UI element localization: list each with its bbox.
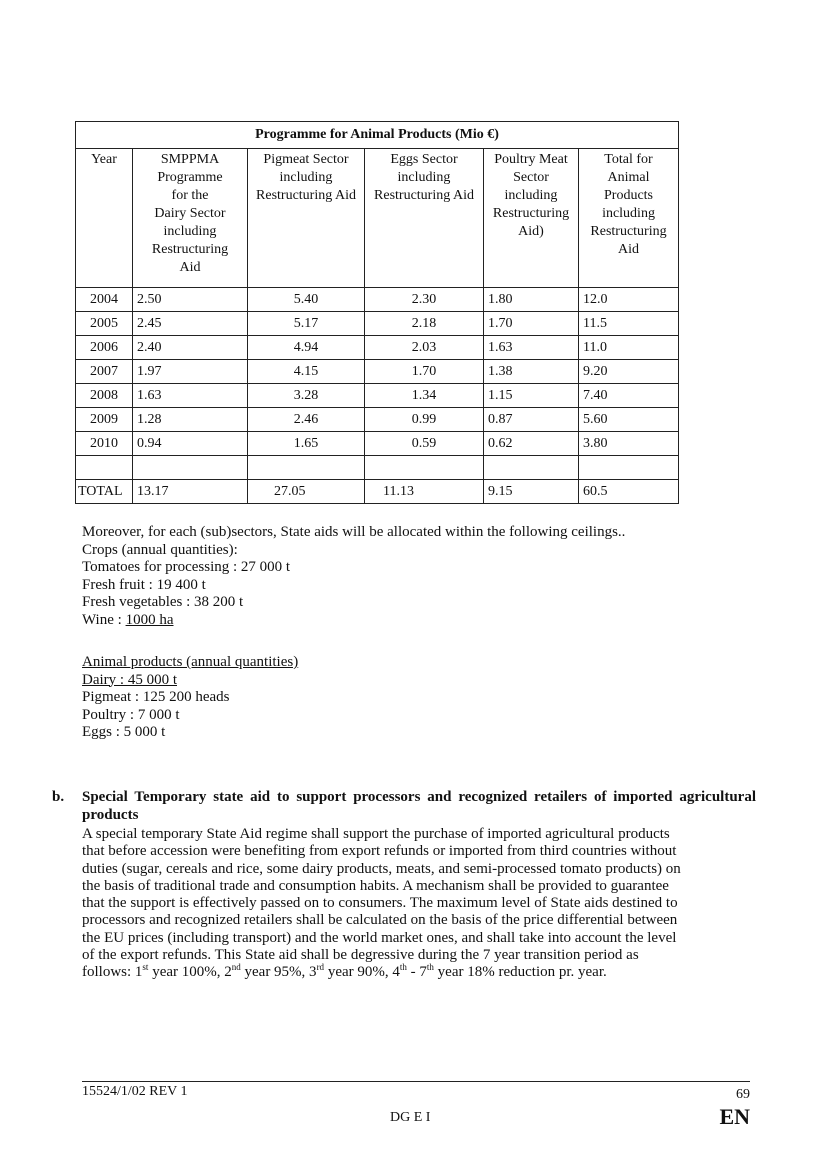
body-line: processors and recognized retailers shall be calculated on the basis of the price differential between [82, 912, 678, 929]
table-row [76, 336, 679, 360]
cell-smppma: 0.94 [133, 432, 248, 456]
table-row [76, 288, 679, 312]
header-poultry: Poultry Meat Sector including Restructuring Aid) [484, 149, 579, 288]
language-code: EN [719, 1104, 750, 1129]
animal-item-dairy: Dairy : 45 000 t [82, 671, 177, 688]
cell-poultry: 0.87 [484, 408, 579, 432]
cell-poultry: 1.80 [484, 288, 579, 312]
cell-smppma: 1.97 [133, 360, 248, 384]
cell-eggs: 0.59 [365, 432, 484, 456]
cell-year: 2005 [76, 312, 133, 336]
animal-ceilings-block [82, 654, 298, 742]
body-line: that before accession were benefiting from export refunds or imported from third countries without [82, 843, 677, 860]
table-blank-row [76, 456, 679, 480]
wine-value: 1000 ha [125, 611, 174, 628]
cell-total: 7.40 [579, 384, 679, 408]
table-row [76, 408, 679, 432]
page-number: 69 [736, 1087, 750, 1102]
cell-total: 3.80 [579, 432, 679, 456]
body-line: the EU prices (including transport) and the world market ones, and shall take into account the level [82, 929, 677, 946]
table-title: Programme for Animal Products (Mio €) [76, 122, 679, 149]
body-line-last: follows: 1st year 100%, 2nd year 95%, 3rd year 90%, 4th - 7th year 18% reduction pr. year. [82, 962, 607, 981]
cell-pigmeat: 5.17 [248, 312, 365, 336]
cell-year: 2004 [76, 288, 133, 312]
cell-smppma: 13.17 [133, 480, 248, 504]
ceilings-intro: Moreover, for each (sub)sectors, State aids will be allocated within the following ceilings.. [82, 524, 626, 540]
animal-item: Poultry : 7 000 t [82, 706, 180, 723]
cell-eggs: 1.34 [365, 384, 484, 408]
cell-total: 11.0 [579, 336, 679, 360]
header-year: Year [76, 149, 133, 288]
table-row [76, 432, 679, 456]
body-line: that the support is effectively passed on to consumers. The maximum level of State aids destined to [82, 895, 678, 912]
crop-item: Tomatoes for processing : 27 000 t [82, 559, 291, 575]
table-total-row [76, 480, 679, 504]
ceilings-block [82, 524, 625, 629]
cell-pigmeat: 2.46 [248, 408, 365, 432]
cell-eggs: 2.30 [365, 288, 484, 312]
cell-smppma: 2.40 [133, 336, 248, 360]
table-row [76, 312, 679, 336]
cell-year: 2008 [76, 384, 133, 408]
cell-pigmeat: 4.15 [248, 360, 365, 384]
header-smppma: SMPPMA Programme for the Dairy Sector including Restructuring Aid [133, 149, 248, 288]
cell-year: 2010 [76, 432, 133, 456]
cell-total-label: TOTAL [76, 480, 133, 504]
cell-eggs: 2.03 [365, 336, 484, 360]
body-line: A special temporary State Aid regime shall support the purchase of imported agricultural products [82, 826, 670, 842]
cell-pigmeat: 4.94 [248, 336, 365, 360]
header-eggs: Eggs Sector including Restructuring Aid [365, 149, 484, 288]
cell-total: 12.0 [579, 288, 679, 312]
crop-item: Fresh fruit : 19 400 t [82, 576, 206, 593]
cell-smppma: 2.50 [133, 288, 248, 312]
cell-eggs: 0.99 [365, 408, 484, 432]
body-line: the basis of traditional trade and consumption habits. A mechanism shall be provided to guarantee [82, 877, 669, 894]
animal-heading: Animal products (annual quantities) [82, 654, 299, 670]
body-line: duties (sugar, cereals and rice, some dairy products, meats, and semi-processed tomato products) on [82, 860, 681, 877]
cell-pigmeat: 5.40 [248, 288, 365, 312]
table-row [76, 360, 679, 384]
cell-eggs: 11.13 [365, 480, 484, 504]
header-pigmeat: Pigmeat Sector including Restructuring Aid [248, 149, 365, 288]
body-line: of the export refunds. This State aid shall be degressive during the 7 year transition period as [82, 947, 639, 964]
directorate: DG E I [390, 1110, 431, 1125]
cell-year: 2009 [76, 408, 133, 432]
cell-eggs: 2.18 [365, 312, 484, 336]
crop-item: Fresh vegetables : 38 200 t [82, 594, 244, 610]
crop-item-wine: Wine : 1000 ha [82, 611, 174, 628]
cell-total: 5.60 [579, 408, 679, 432]
cell-poultry: 0.62 [484, 432, 579, 456]
animal-item: Eggs : 5 000 t [82, 724, 166, 740]
cell-total: 60.5 [579, 480, 679, 504]
cell-smppma: 1.28 [133, 408, 248, 432]
document-reference: 15524/1/02 REV 1 [82, 1084, 188, 1099]
section-body [82, 826, 752, 982]
cell-smppma: 1.63 [133, 384, 248, 408]
table-row [76, 384, 679, 408]
cell-poultry: 1.70 [484, 312, 579, 336]
cell-smppma: 2.45 [133, 312, 248, 336]
cell-total: 9.20 [579, 360, 679, 384]
section-label: b. [52, 789, 65, 805]
table-header-row [76, 149, 679, 288]
cell-year: 2006 [76, 336, 133, 360]
animal-item: Pigmeat : 125 200 heads [82, 689, 230, 705]
cell-total: 11.5 [579, 312, 679, 336]
cell-eggs: 1.70 [365, 360, 484, 384]
cell-year: 2007 [76, 360, 133, 384]
animal-products-table [75, 121, 679, 504]
header-total: Total for Animal Products including Restructuring Aid [579, 149, 679, 288]
cell-pigmeat: 1.65 [248, 432, 365, 456]
cell-poultry: 1.38 [484, 360, 579, 384]
section-title: Special Temporary state aid to support processors and recognized retailers of imported agricultural products [82, 789, 756, 823]
cell-poultry: 1.15 [484, 384, 579, 408]
cell-poultry: 1.63 [484, 336, 579, 360]
footer-divider [82, 1081, 750, 1082]
cell-pigmeat: 27.05 [248, 480, 365, 504]
cell-pigmeat: 3.28 [248, 384, 365, 408]
crops-heading: Crops (annual quantities): [82, 541, 238, 558]
cell-poultry: 9.15 [484, 480, 579, 504]
